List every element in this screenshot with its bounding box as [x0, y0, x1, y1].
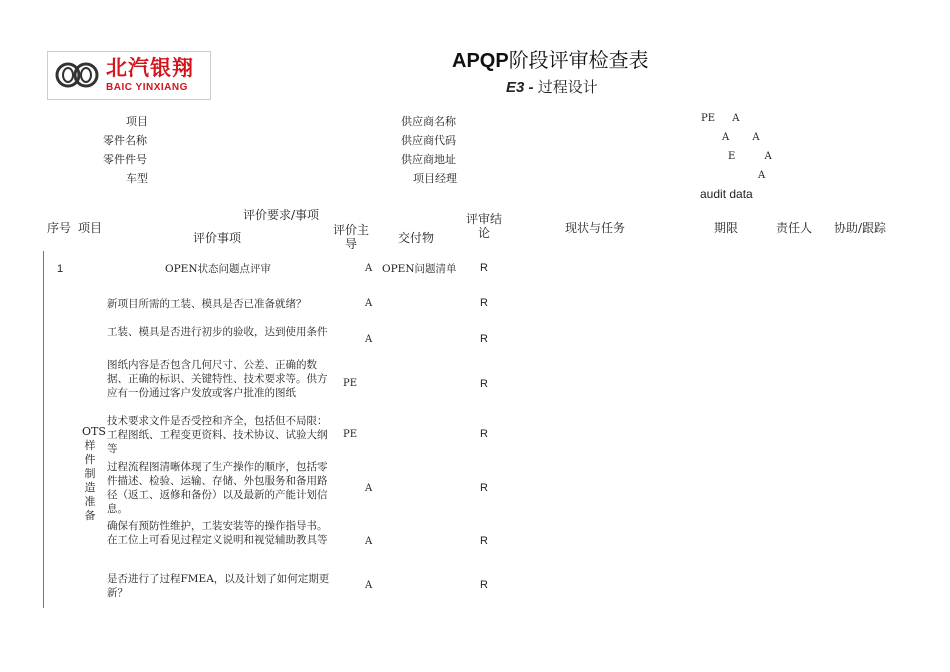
- row-7-owner: A: [365, 536, 373, 547]
- label-part-no: 零件件号: [103, 153, 147, 166]
- company-logo: [47, 51, 211, 100]
- row-7-result: R: [480, 535, 488, 547]
- row-8-owner: A: [365, 580, 373, 591]
- row-8-result: R: [480, 579, 488, 591]
- logo-rings-icon: [54, 61, 100, 89]
- section-number: 1: [57, 263, 64, 275]
- row-1-result: R: [480, 262, 488, 274]
- subtitle-name: 过程设计: [537, 78, 598, 96]
- header-review-result: 评审结论: [465, 212, 502, 240]
- page-title: [452, 44, 649, 73]
- row-6-item: 过程流程图清晰体现了生产操作的顺序，包括零件描述、检验、运输、存储、外包服务和备用路径（返工、返修和备份）以及最新的产能计划信息。: [107, 461, 328, 515]
- label-supplier-code: 供应商代码: [401, 134, 456, 147]
- row-5-owner: PE: [343, 429, 358, 440]
- header-eval-item: 评价事项: [193, 231, 242, 245]
- row-2-item: 新项目所需的工装、模具是否已准备就绪？: [107, 298, 307, 310]
- row-7-item: 确保有预防性维护，工装安装等的操作指导书。在工位上可看见过程定义说明和视觉辅助教具等: [107, 520, 328, 546]
- header-requirement-group: 评价要求/事项: [243, 208, 320, 222]
- row-8-item: 是否进行了过程FMEA，以及计划了如何定期更新？: [107, 573, 330, 599]
- header-eval-owner: 评价主导: [332, 223, 369, 251]
- header-deadline: 期限: [714, 221, 739, 235]
- section-label: OTS样件制造准备: [82, 425, 106, 522]
- label-supplier-name: 供应商名称: [401, 115, 456, 128]
- row-3-owner: A: [365, 334, 373, 345]
- subtitle-code: E3 -: [506, 79, 538, 96]
- row-3-item: 工装、模具是否进行初步的验收，达到使用条件: [107, 326, 328, 338]
- section-border: [43, 251, 44, 608]
- label-project: 项目: [126, 115, 148, 128]
- header-deliverable: 交付物: [398, 231, 435, 245]
- header-status-task: 现状与任务: [565, 221, 626, 235]
- title-rest: 阶段评审检查表: [508, 48, 649, 72]
- label-car-type: 车型: [126, 172, 148, 185]
- header-responsible: 责任人: [776, 221, 813, 235]
- row-1-owner: A: [365, 263, 373, 274]
- code-row-3: E A: [728, 151, 772, 162]
- header-assist: 协助/跟踪: [834, 221, 887, 235]
- label-project-manager: 项目经理: [413, 172, 457, 185]
- logo-cn-text: 北汽银翔: [106, 57, 194, 80]
- row-4-item: 图纸内容是否包含几何尺寸、公差、正确的数据、正确的标识、关键特性、技术要求等。供方应有一份通过客户发放或客户批准的图纸: [107, 359, 328, 399]
- label-supplier-address: 供应商地址: [401, 153, 456, 166]
- row-1-deliverable: OPEN问题清单: [382, 263, 457, 275]
- row-1-item: OPEN状态问题点评审: [165, 263, 272, 275]
- row-6-result: R: [480, 482, 488, 494]
- label-part-name: 零件名称: [103, 134, 147, 147]
- code-row-1: PE A: [701, 113, 740, 124]
- code-row-2: A A: [722, 132, 760, 143]
- row-4-result: R: [480, 378, 488, 390]
- row-2-result: R: [480, 297, 488, 309]
- code-row-4: A: [758, 170, 766, 181]
- logo-en-text: BAIC YINXIANG: [106, 82, 188, 93]
- row-5-item: 技术要求文件是否受控和齐全，包括但不局限：工程图纸、工程变更资料、技术协议、试验大纲等: [107, 415, 328, 455]
- header-no: 序号: [47, 221, 72, 235]
- row-3-result: R: [480, 333, 488, 345]
- row-2-owner: A: [365, 298, 373, 309]
- row-5-result: R: [480, 428, 488, 440]
- audit-data-label: audit data: [700, 187, 753, 201]
- title-prefix: APQP: [452, 50, 509, 72]
- row-4-owner: PE: [343, 378, 358, 389]
- row-6-owner: A: [365, 483, 373, 494]
- header-item: 项目: [78, 221, 103, 235]
- page-subtitle: [506, 76, 598, 97]
